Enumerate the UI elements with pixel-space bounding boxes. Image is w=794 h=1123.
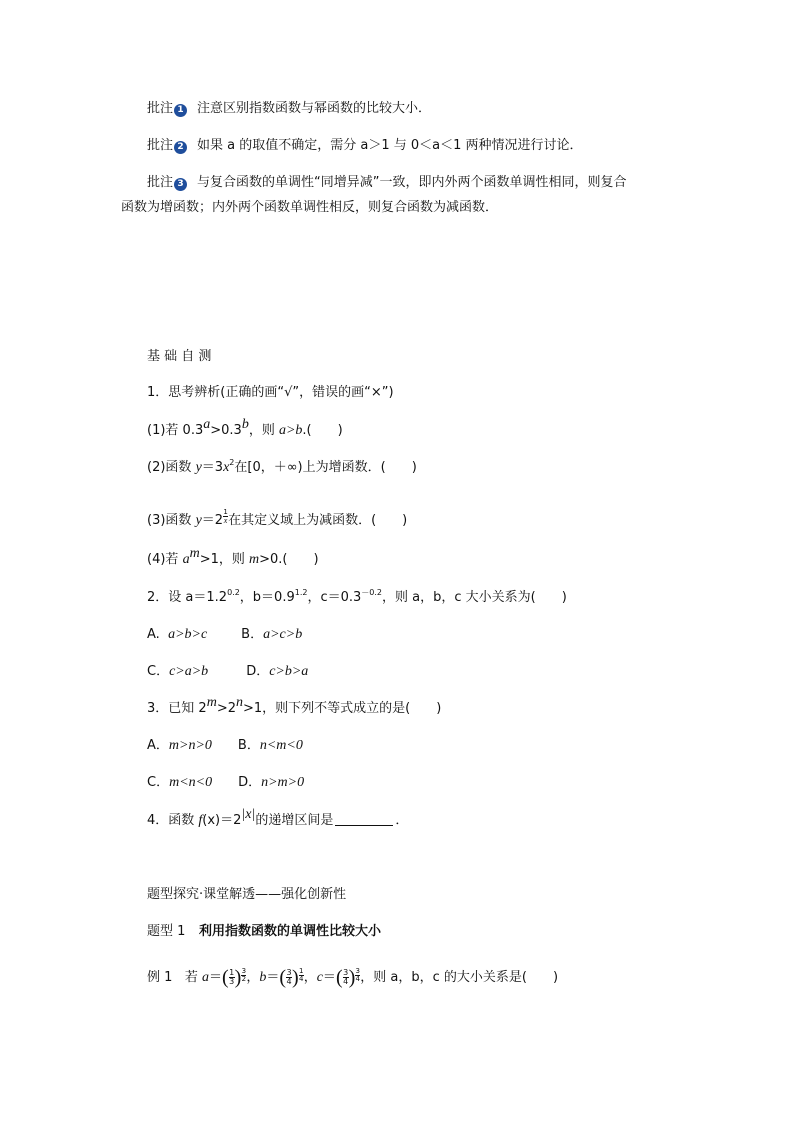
option-d[interactable]: D．c>b>a: [246, 664, 309, 679]
fraction: $\frac{3}{4}$: [343, 968, 349, 986]
annotation-3: [147, 174, 627, 192]
exponent-fraction: $\frac{3}{2}$: [241, 967, 247, 983]
annotation-2: [147, 137, 583, 155]
answer-blank[interactable]: [335, 813, 393, 826]
option-c[interactable]: C．m<n<0: [147, 775, 213, 790]
option-d[interactable]: D．n>m>0: [238, 775, 305, 790]
number-badge-icon: 1: [174, 104, 187, 117]
question-1-item-2: (2)函数 $y=3x^2$在[0，＋∞)上为增函数．( ): [147, 458, 417, 475]
number-badge-icon: 3: [174, 178, 187, 191]
annotation-text: 注意区别指数函数与幂函数的比较大小．: [197, 101, 432, 116]
option-a[interactable]: A．m>n>0: [147, 738, 212, 753]
annotation-1: [147, 100, 431, 118]
topic-heading: 题型 1 利用指数函数的单调性比较大小: [147, 924, 381, 939]
option-c[interactable]: C．c>a>b: [147, 664, 209, 679]
annotation-text: 如果 a 的取值不确定，需分 a＞1 与 0＜a＜1 两种情况进行讨论．: [197, 138, 583, 153]
question-4: 4．函数 $f(x)=2^{|x|}$的递增区间是 ．: [147, 807, 409, 828]
example-1: 例 1 若 a＝( $\frac{1}{3}$ ) $\frac{3}{2}$ ，b＝( $\frac{3}{4}$ ) $\frac{1}{4}$ ，c＝( $\frac{3}{4}$ ) $\frac{3}{4}$ ，则 a，b，c 的大小关系是( ): [147, 966, 559, 989]
annotation-3-continued: [121, 199, 498, 217]
option-b[interactable]: B．a>c>b: [241, 627, 303, 642]
exponent-fraction: $\frac{1}{x}$: [223, 508, 228, 525]
section-title: 基 础 自 测: [147, 349, 212, 364]
question-1-item-1: (1)若 0.3$^a$>0.3$^b$，则 a>b.( ): [147, 417, 343, 438]
number-badge-icon: 2: [174, 141, 187, 154]
question-2-stem: 2．设 $a=1.2^{0.2}$，$b=0.9^{1.2}$，$c=0.3^{-0.2}$，则 a，b，c 大小关系为( ): [147, 588, 567, 605]
option-a[interactable]: A. a>b>c: [147, 627, 208, 642]
annotation-label: 批注: [147, 101, 174, 116]
annotation-label: 批注: [147, 175, 174, 190]
annotation-label: 批注: [147, 138, 174, 153]
part-title: 题型探究·课堂解透——强化创新性: [147, 887, 347, 902]
question-3-stem: 3．已知 $2^m>2^n>1$，则下列不等式成立的是( ): [147, 695, 442, 716]
option-b[interactable]: B．n<m<0: [237, 738, 303, 753]
annotation-text: 函数为增函数；内外两个函数单调性相反，则复合函数为减函数．: [121, 200, 499, 215]
question-1-stem: 1．思考辨析(正确的画“√”，错误的画“×”): [147, 385, 394, 400]
exponent-fraction: $\frac{3}{4}$: [355, 967, 361, 983]
question-3-options-cd: [147, 774, 304, 792]
fraction: $\frac{3}{4}$: [286, 968, 292, 986]
exponent-fraction: $\frac{1}{4}$: [298, 967, 304, 983]
question-1-item-3: (3)函数 y＝2 $\frac{1}{x}$ 在其定义域上为减函数．( ): [147, 508, 408, 528]
question-2-options-ab: [147, 626, 302, 644]
question-3-options-ab: [147, 737, 303, 755]
annotation-text: 与复合函数的单调性“同增异减”一致，即内外两个函数单调性相同，则复合: [197, 175, 627, 190]
question-1-item-4: (4)若 $a^m>1$，则 m>0.( ): [147, 546, 319, 567]
question-2-options-cd: [147, 663, 308, 681]
fraction: $\frac{1}{3}$: [229, 968, 235, 986]
